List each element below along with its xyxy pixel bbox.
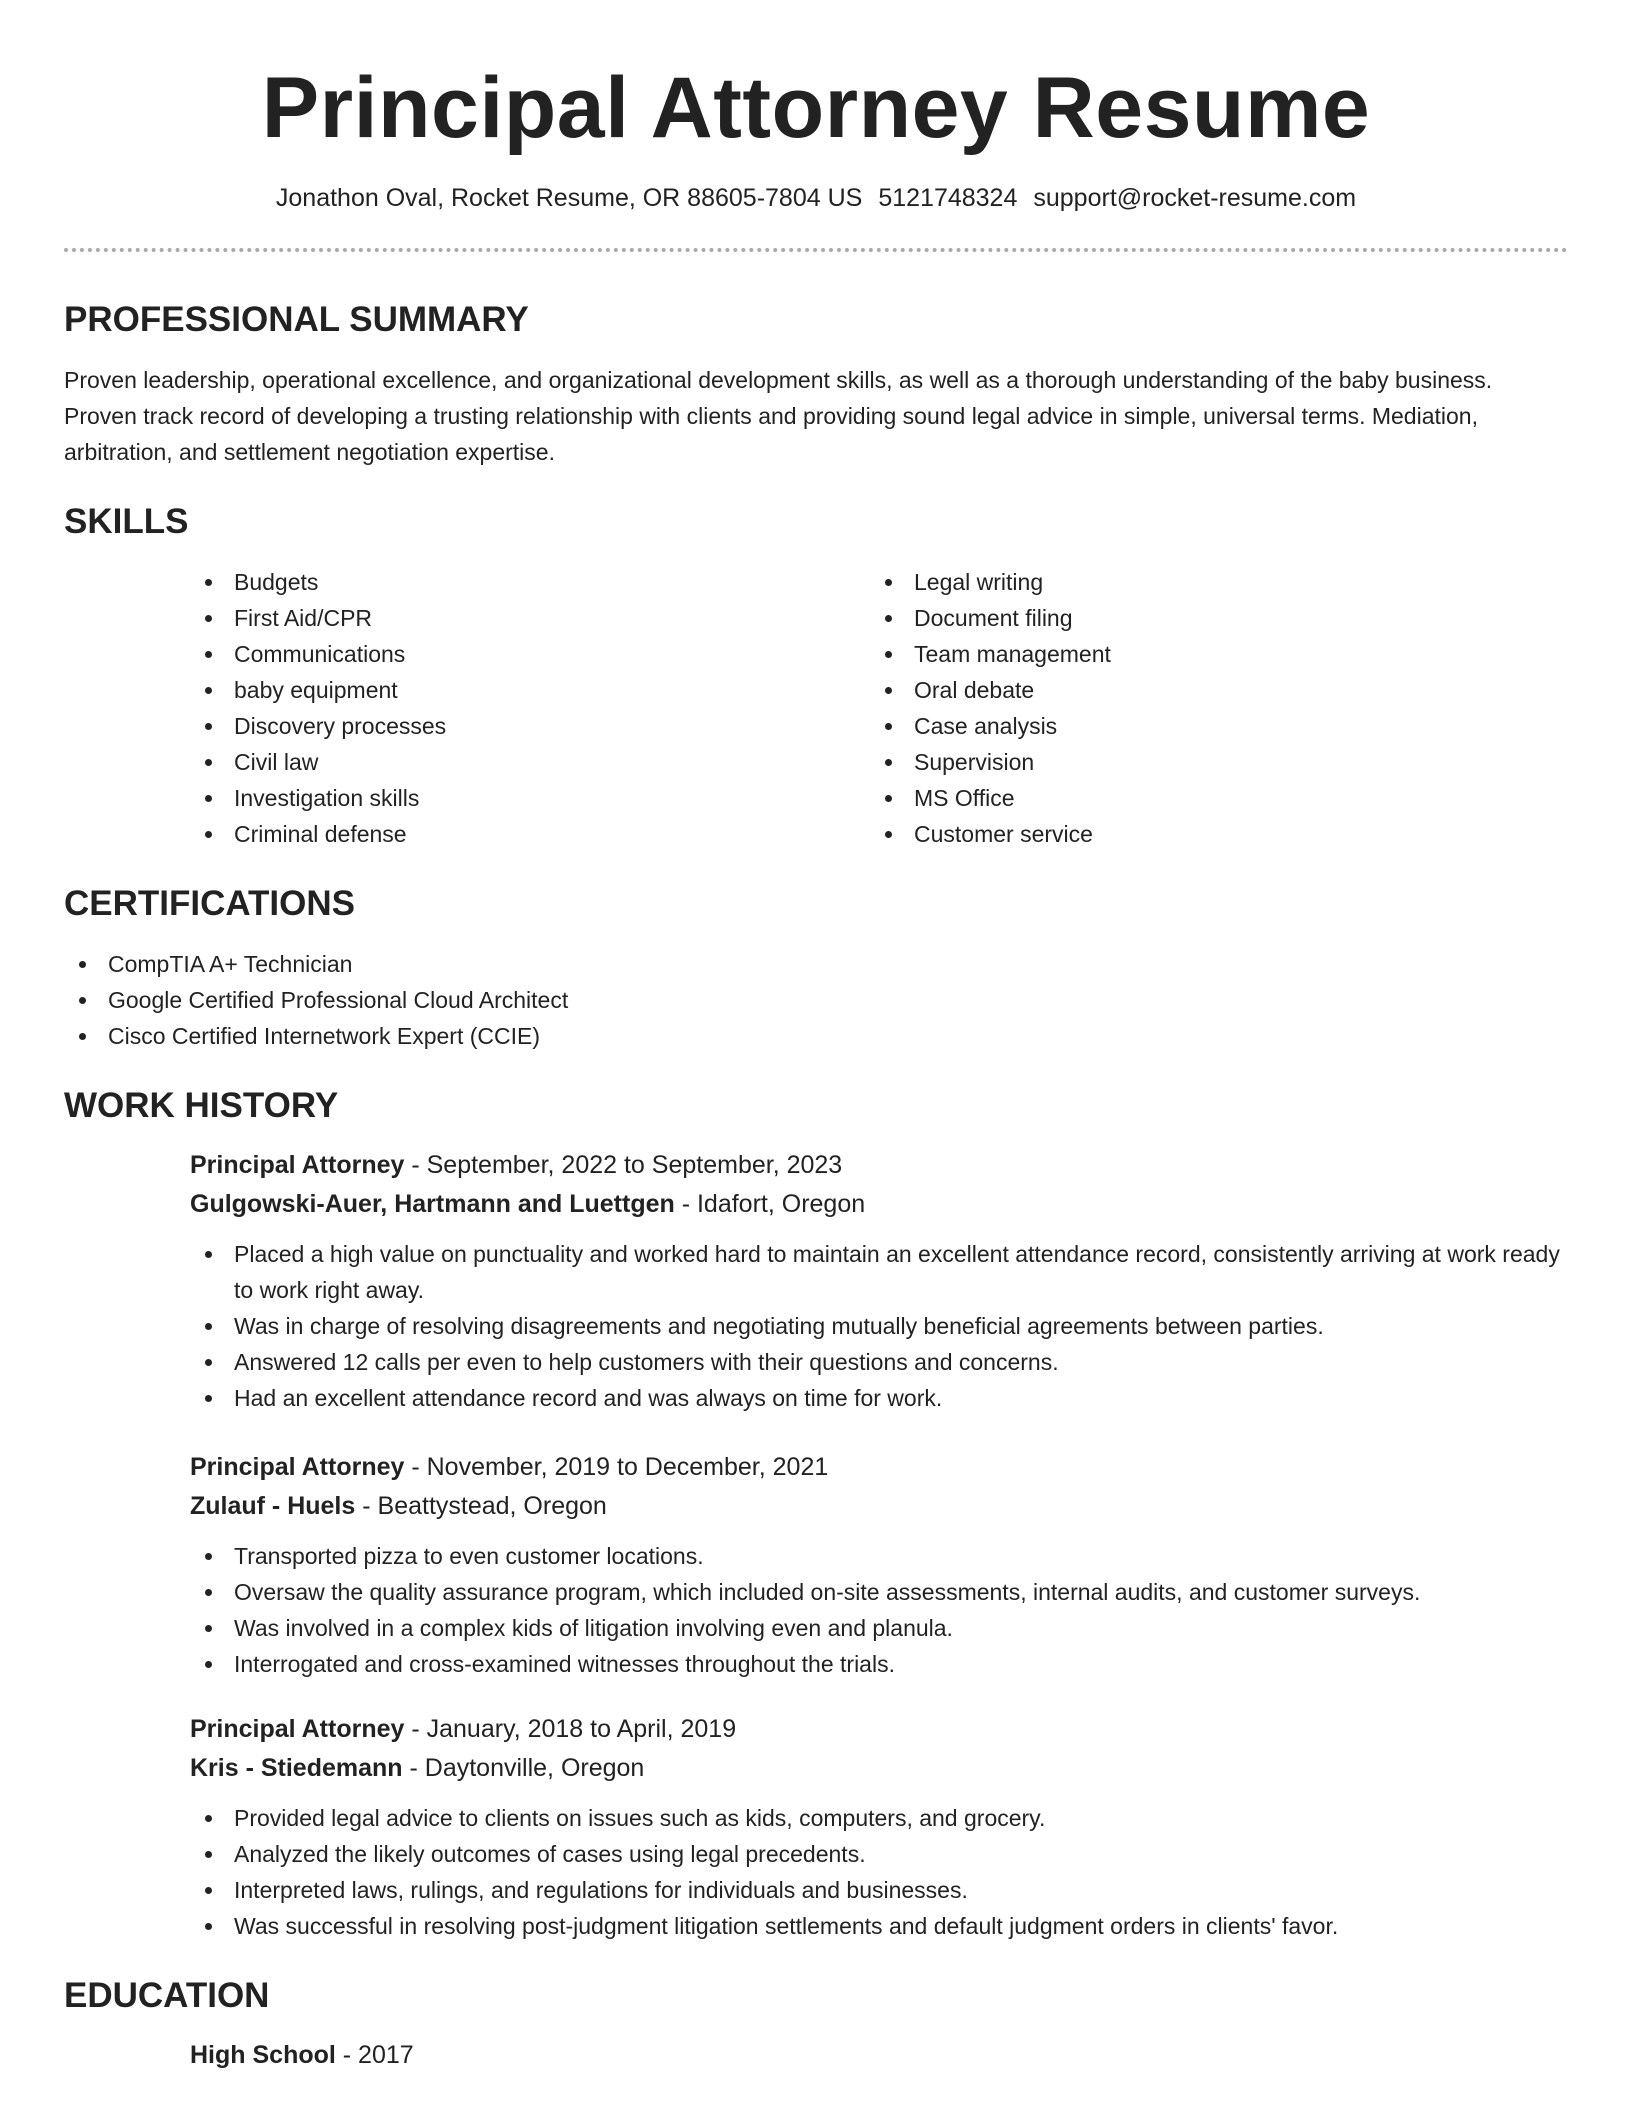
skills-list-left xyxy=(190,564,870,852)
list-item: Budgets xyxy=(190,564,870,600)
list-item: Communications xyxy=(190,636,870,672)
list-item: Was in charge of resolving disagreements and negotiating mutually beneficial agreements between parties. xyxy=(190,1308,1568,1344)
summary-text: Proven leadership, operational excellence, and organizational development skills, as well as a thorough understanding of the baby business. Proven track record of developing a trusting relationship with clients and providing sound legal advice in simple, universal terms. Mediation, arbitration, and settlement negotiation expertise. xyxy=(64,367,1493,465)
resume-page xyxy=(64,0,1568,2075)
education-line xyxy=(190,2036,1568,2075)
list-item: Legal writing xyxy=(870,564,1550,600)
list-item: First Aid/CPR xyxy=(190,600,870,636)
job-entry xyxy=(190,1448,1568,1682)
job-entry xyxy=(190,1710,1568,1944)
list-item: Discovery processes xyxy=(190,708,870,744)
job-location: - Idafort, Oregon xyxy=(674,1190,866,1218)
list-item: Investigation skills xyxy=(190,780,870,816)
summary-heading: PROFESSIONAL SUMMARY xyxy=(64,300,529,339)
list-item: Case analysis xyxy=(870,708,1550,744)
education-section xyxy=(64,1974,1568,2075)
job-bullets xyxy=(190,1236,1568,1416)
list-item: MS Office xyxy=(870,780,1550,816)
job-company: Kris - Stiedemann xyxy=(190,1754,403,1782)
job-title: Principal Attorney xyxy=(190,1453,405,1481)
job-title: Principal Attorney xyxy=(190,1151,405,1179)
list-item: Analyzed the likely outcomes of cases using legal precedents. xyxy=(190,1836,1568,1872)
education-heading: EDUCATION xyxy=(64,1976,270,2015)
list-item: CompTIA A+ Technician xyxy=(64,946,1568,982)
certifications-list xyxy=(64,946,1568,1054)
job-dates: - September, 2022 to September, 2023 xyxy=(404,1151,843,1179)
list-item: Oversaw the quality assurance program, which included on-site assessments, internal audits, and customer surveys. xyxy=(190,1574,1568,1610)
list-item: Interrogated and cross-examined witnesses throughout the trials. xyxy=(190,1646,1568,1682)
job-location: - Daytonville, Oregon xyxy=(402,1754,645,1782)
job-title-line xyxy=(190,1710,1568,1749)
certifications-section xyxy=(64,882,1568,1054)
job-title-line xyxy=(190,1146,1568,1185)
job-company: Gulgowski-Auer, Hartmann and Luettgen xyxy=(190,1190,675,1218)
contact-address: Jonathon Oval, Rocket Resume, OR 88605-7804 US xyxy=(275,184,863,212)
list-item: Was successful in resolving post-judgment litigation settlements and default judgment orders in clients' favor. xyxy=(190,1908,1568,1944)
list-item: Team management xyxy=(870,636,1550,672)
list-item: Transported pizza to even customer locations. xyxy=(190,1538,1568,1574)
job-bullets xyxy=(190,1538,1568,1682)
skills-section xyxy=(64,500,1568,852)
list-item: Cisco Certified Internetwork Expert (CCIE) xyxy=(64,1018,1568,1054)
list-item: Answered 12 calls per even to help customers with their questions and concerns. xyxy=(190,1344,1568,1380)
education-degree: High School xyxy=(190,2041,336,2069)
list-item: Document filing xyxy=(870,600,1550,636)
skills-list-right xyxy=(870,564,1550,852)
job-title-line xyxy=(190,1448,1568,1487)
work-history-section xyxy=(64,1084,1568,1944)
header-divider xyxy=(64,248,1568,252)
list-item: Had an excellent attendance record and was always on time for work. xyxy=(190,1380,1568,1416)
list-item: baby equipment xyxy=(190,672,870,708)
job-dates: - November, 2019 to December, 2021 xyxy=(404,1453,829,1481)
skills-grid xyxy=(190,564,1568,852)
job-location: - Beattystead, Oregon xyxy=(355,1492,607,1520)
job-dates: - January, 2018 to April, 2019 xyxy=(404,1715,737,1743)
job-company-line xyxy=(190,1749,1568,1788)
list-item: Civil law xyxy=(190,744,870,780)
resume-title: Principal Attorney Resume xyxy=(261,60,1371,156)
job-title: Principal Attorney xyxy=(190,1715,405,1743)
list-item: Supervision xyxy=(870,744,1550,780)
job-bullets xyxy=(190,1800,1568,1944)
list-item: Provided legal advice to clients on issues such as kids, computers, and grocery. xyxy=(190,1800,1568,1836)
summary-section xyxy=(64,298,1568,470)
certifications-heading: CERTIFICATIONS xyxy=(64,884,356,923)
contact-line xyxy=(64,182,1568,214)
list-item: Placed a high value on punctuality and worked hard to maintain an excellent attendance record, consistently arriving at work ready to work right away. xyxy=(190,1236,1568,1308)
job-company: Zulauf - Huels xyxy=(190,1492,356,1520)
work-history-heading: WORK HISTORY xyxy=(64,1086,339,1125)
list-item: Customer service xyxy=(870,816,1550,852)
skills-heading: SKILLS xyxy=(64,502,189,541)
contact-phone: 5121748324 xyxy=(878,184,1018,212)
contact-email: support@rocket-resume.com xyxy=(1033,184,1357,212)
list-item: Interpreted laws, rulings, and regulations for individuals and businesses. xyxy=(190,1872,1568,1908)
list-item: Criminal defense xyxy=(190,816,870,852)
list-item: Google Certified Professional Cloud Architect xyxy=(64,982,1568,1018)
job-company-line xyxy=(190,1185,1568,1224)
job-company-line xyxy=(190,1487,1568,1526)
list-item: Was involved in a complex kids of litigation involving even and planula. xyxy=(190,1610,1568,1646)
job-entry xyxy=(190,1146,1568,1416)
list-item: Oral debate xyxy=(870,672,1550,708)
education-year: - 2017 xyxy=(335,2041,414,2069)
